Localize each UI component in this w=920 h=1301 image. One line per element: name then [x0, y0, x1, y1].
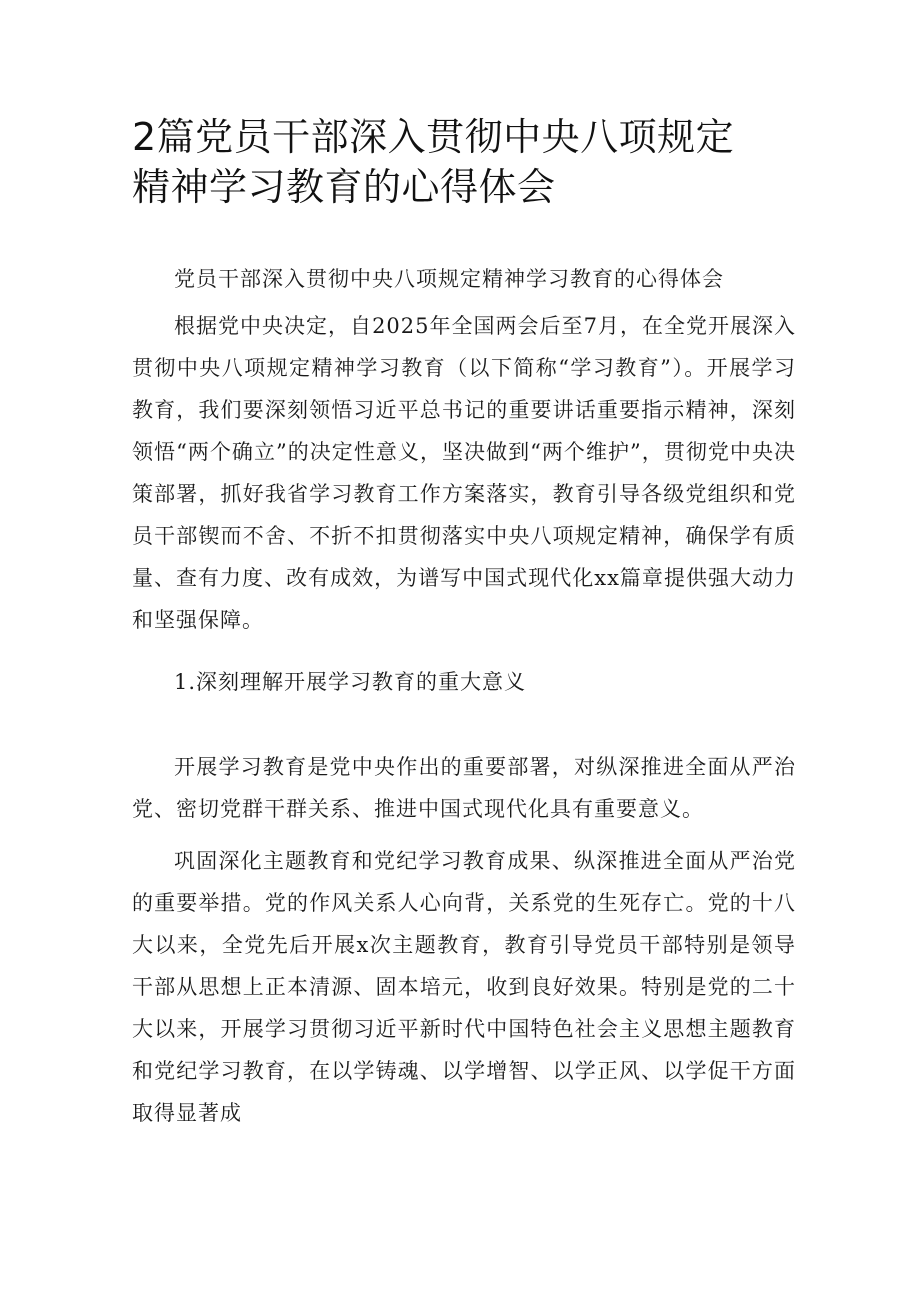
document-subtitle: 党员干部深入贯彻中央八项规定精神学习教育的心得体会 — [174, 267, 724, 291]
paragraph-consolidate: 巩固深化主题教育和党纪学习教育成果、纵深推进全面从严治党的重要举措。党的作风关系人心向背，关系党的生死存亡。党的十八大以来，全党先后开展x次主题教育，教育引导党员干部特别是领导干部从思想上正本清源、固本培元，收到良好效果。特别是党的二十大以来，开展学习贯彻习近平新时代中国特色社会主义思想主题教育和党纪学习教育，在以学铸魂、以学增智、以学正风、以学促干方面取得显著成 — [132, 849, 796, 1125]
document-title: 2篇党员干部深入贯彻中央八项规定精神学习教育的心得体会 — [132, 115, 735, 209]
document-body — [132, 258, 796, 1134]
section-heading-1: 1.深刻理解开展学习教育的重大意义 — [174, 670, 527, 694]
paragraph-significance: 开展学习教育是党中央作出的重要部署，对纵深推进全面从严治党、密切党群干群关系、推进中国式现代化具有重要意义。 — [132, 755, 796, 821]
paragraph-intro: 根据党中央决定，自2025年全国两会后至7月，在全党开展深入贯彻中央八项规定精神学习教育（以下简称“学习教育”）。开展学习教育，我们要深刻领悟习近平总书记的重要讲话重要指示精神，深刻领悟“两个确立”的决定性意义，坚决做到“两个维护”，贯彻党中央决策部署，抓好我省学习教育工作方案落实，教育引导各级党组织和党员干部锲而不舍、不折不扣贯彻落实中央八项规定精神，确保学有质量、查有力度、改有成效，为谱写中国式现代化xx篇章提供强大动力和坚强保障。 — [132, 314, 796, 632]
